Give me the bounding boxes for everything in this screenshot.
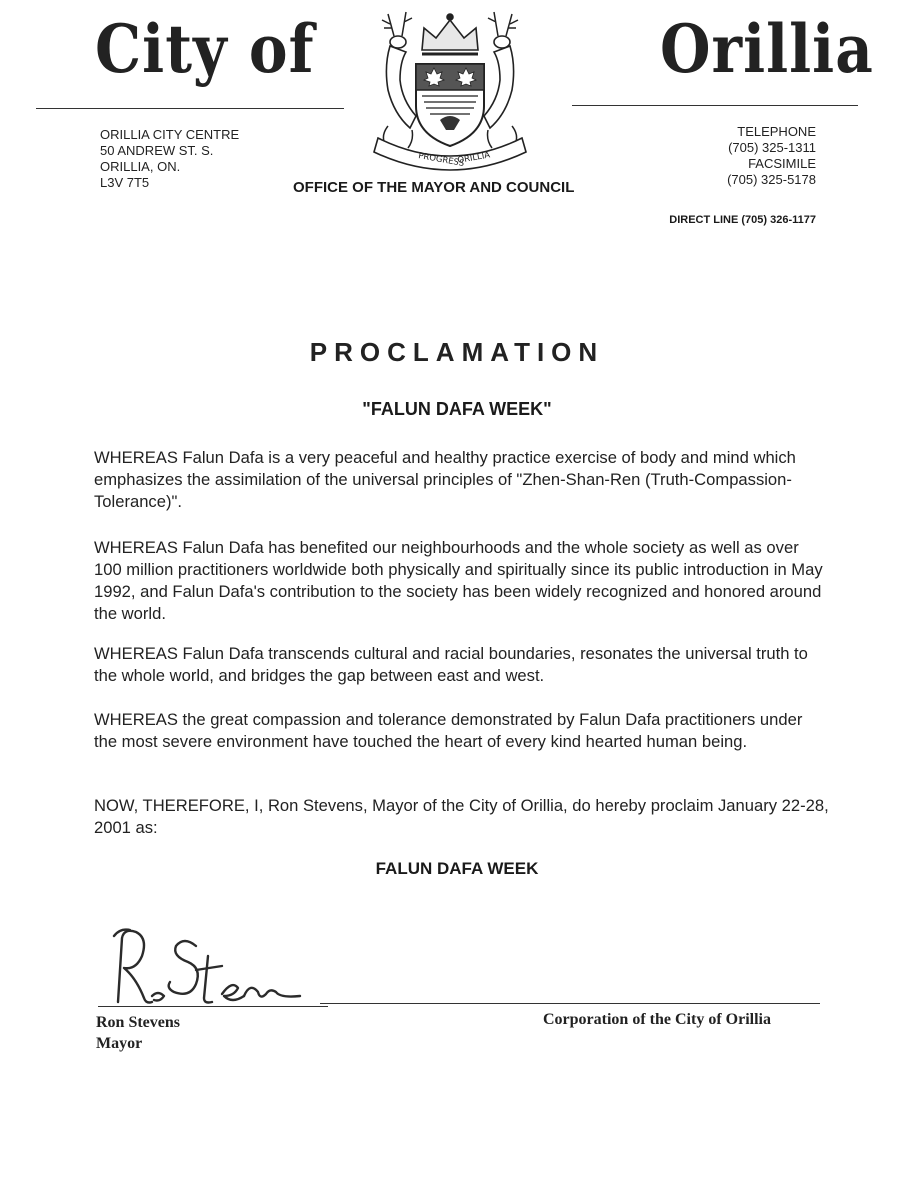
signer-title: Mayor [96, 1035, 143, 1052]
address-line: ORILLIA, ON. [100, 159, 181, 174]
signer-name: Ron Stevens [96, 1014, 181, 1031]
address-line: 50 ANDREW ST. S. [100, 143, 214, 158]
corporation-name: Corporation of the City of Orillia [543, 1011, 771, 1028]
city-of-title: City of [95, 10, 315, 89]
header-rule-left [36, 108, 344, 109]
address-line: ORILLIA CITY CENTRE [100, 127, 240, 142]
whereas-paragraph: WHEREAS Falun Dafa is a very peaceful and healthy practice exercise of body and mind which emphasizes the assimilation of the universal principles of "Zhen-Shan-Ren (Truth-Compassion-Tolerance)". [94, 448, 796, 511]
contact-block [727, 124, 816, 188]
telephone-label: TELEPHONE [737, 124, 816, 139]
crest-motto-progress: PROGRESS [417, 151, 465, 170]
whereas-paragraph: WHEREAS Falun Dafa transcends cultural and racial boundaries, resonates the universal truth to the whole world, and bridges the gap between east and west. [94, 644, 808, 685]
city-crest-logo [350, 6, 550, 174]
proclamation-subtitle: "FALUN DAFA WEEK" [362, 399, 552, 419]
whereas-paragraph: WHEREAS Falun Dafa has benefited our neighbourhoods and the whole society as well as over 100 million practitioners worldwide both physically and spiritually since its public introduction in May 1992, and Falun Dafa's contribution to the society has been widely recognized and honored around the world. [94, 538, 823, 623]
signature-line [98, 1006, 328, 1007]
direct-line: DIRECT LINE (705) 326-1177 [669, 214, 816, 226]
crest-motto-orillia: ORILLIA [456, 150, 491, 166]
proclamation-title: PROCLAMATION [309, 337, 605, 367]
resolution-paragraph: NOW, THEREFORE, I, Ron Stevens, Mayor of the City of Orillia, do hereby proclaim January 22-28, 2001 as: [94, 796, 829, 837]
facsimile-number: (705) 325-5178 [727, 172, 816, 187]
address-block [100, 127, 239, 191]
facsimile-label: FACSIMILE [748, 156, 816, 171]
telephone-number: (705) 325-1311 [728, 140, 816, 155]
whereas-paragraph: WHEREAS the great compassion and tolerance demonstrated by Falun Dafa practitioners under the most severe environment have touched the heart of every kind hearted human being. [94, 710, 803, 751]
office-title: OFFICE OF THE MAYOR AND COUNCIL [293, 179, 575, 196]
week-heading: FALUN DAFA WEEK [375, 859, 539, 878]
signature-line-extended [320, 1003, 820, 1004]
orillia-title: Orillia [660, 10, 874, 89]
header-rule-right [572, 105, 858, 106]
address-line: L3V 7T5 [100, 175, 150, 190]
handwritten-signature [100, 922, 310, 1012]
